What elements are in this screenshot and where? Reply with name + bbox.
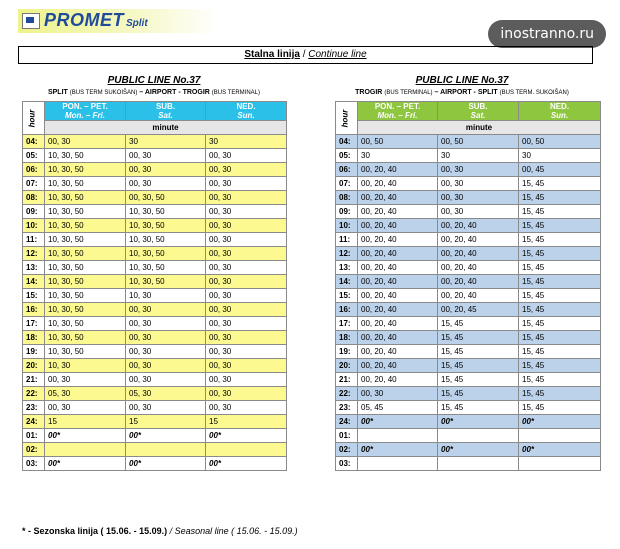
minutes-cell: 00* <box>358 415 438 429</box>
minutes-cell: 00, 20, 40 <box>358 373 438 387</box>
minutes-cell: 00, 30 <box>126 373 206 387</box>
minutes-cell: 30 <box>358 149 438 163</box>
minutes-cell: 00, 30 <box>206 233 287 247</box>
minutes-cell: 15, 45 <box>438 317 519 331</box>
minutes-cell: 15, 45 <box>519 205 601 219</box>
minutes-cell: 10, 30, 50 <box>45 205 126 219</box>
minutes-cell: 00, 30 <box>206 401 287 415</box>
minutes-cell: 00, 20, 40 <box>438 289 519 303</box>
minutes-cell: 15, 45 <box>519 247 601 261</box>
table-row <box>336 359 601 373</box>
minutes-cell: 15, 45 <box>519 289 601 303</box>
table-row <box>336 373 601 387</box>
table-row <box>336 205 601 219</box>
minutes-cell: 10, 30, 50 <box>45 191 126 205</box>
minutes-cell: 00, 20, 45 <box>438 303 519 317</box>
minutes-cell: 10, 30, 50 <box>45 261 126 275</box>
minutes-cell: 10, 30, 50 <box>45 275 126 289</box>
line-type-hr: Stalna linija <box>244 49 300 60</box>
minutes-cell: 00, 30 <box>126 149 206 163</box>
table-row <box>23 457 287 471</box>
hour-cell: 10: <box>23 219 45 233</box>
table-row <box>23 345 287 359</box>
minutes-cell <box>45 443 126 457</box>
hour-cell: 13: <box>23 261 45 275</box>
footnote-mark: * <box>22 526 26 536</box>
day-header-weekdays: PON. – PET. Mon. – Fri. <box>45 102 126 121</box>
minutes-cell: 30 <box>519 149 601 163</box>
hour-cell: 04: <box>23 135 45 149</box>
minutes-cell: 15, 45 <box>519 233 601 247</box>
hour-header: hour <box>23 102 45 135</box>
hour-cell: 04: <box>336 135 358 149</box>
table-row <box>23 317 287 331</box>
minutes-cell: 00, 30 <box>206 317 287 331</box>
minutes-cell: 10, 30, 50 <box>45 317 126 331</box>
hour-cell: 16: <box>336 303 358 317</box>
table-row <box>336 289 601 303</box>
table-row <box>23 289 287 303</box>
minutes-cell: 10, 30, 50 <box>45 149 126 163</box>
hour-cell: 14: <box>336 275 358 289</box>
hour-cell: 09: <box>23 205 45 219</box>
minutes-cell: 10, 30, 50 <box>126 219 206 233</box>
minutes-cell: 10, 30, 50 <box>45 345 126 359</box>
minutes-cell: 00, 30 <box>206 219 287 233</box>
table-row <box>336 163 601 177</box>
hour-cell: 07: <box>23 177 45 191</box>
right-route: TROGIR (BUS TERMINAL) – AIRPORT - SPLIT (BUS TERM. SUKOIŠAN) <box>355 89 569 96</box>
minutes-cell: 00, 20, 40 <box>358 345 438 359</box>
hour-cell: 22: <box>23 387 45 401</box>
hour-cell: 11: <box>336 233 358 247</box>
minutes-cell: 00, 30 <box>206 191 287 205</box>
minutes-cell: 00* <box>126 429 206 443</box>
minutes-cell: 15, 45 <box>519 373 601 387</box>
minutes-cell: 30 <box>206 135 287 149</box>
table-row <box>336 247 601 261</box>
table-row <box>336 443 601 457</box>
minutes-cell: 15, 45 <box>519 191 601 205</box>
minutes-cell: 15, 45 <box>438 373 519 387</box>
table-row <box>23 261 287 275</box>
table-row <box>23 359 287 373</box>
minutes-cell: 00, 20, 40 <box>358 331 438 345</box>
minutes-cell: 15, 45 <box>519 219 601 233</box>
hour-cell: 18: <box>336 331 358 345</box>
minutes-cell: 00, 30 <box>126 331 206 345</box>
hour-cell: 02: <box>23 443 45 457</box>
minutes-cell: 05, 30 <box>126 387 206 401</box>
hour-cell: 17: <box>23 317 45 331</box>
minutes-cell: 00, 30 <box>206 331 287 345</box>
minutes-cell: 00, 50 <box>438 135 519 149</box>
hour-cell: 19: <box>336 345 358 359</box>
minutes-cell: 15, 45 <box>519 261 601 275</box>
hour-cell: 08: <box>336 191 358 205</box>
table-row <box>23 443 287 457</box>
minutes-cell: 00* <box>358 443 438 457</box>
minutes-cell: 00, 20, 40 <box>358 275 438 289</box>
table-row <box>336 149 601 163</box>
table-row <box>23 163 287 177</box>
table-row <box>336 345 601 359</box>
table-row <box>23 191 287 205</box>
table-row <box>23 219 287 233</box>
left-heading <box>22 75 286 99</box>
minutes-cell: 10, 30 <box>45 359 126 373</box>
hour-cell: 12: <box>23 247 45 261</box>
unit-row <box>23 121 287 135</box>
hour-cell: 21: <box>336 373 358 387</box>
table-row <box>336 177 601 191</box>
table-row <box>336 135 601 149</box>
minutes-cell <box>519 457 601 471</box>
minutes-cell: 00, 20, 40 <box>358 191 438 205</box>
minutes-cell: 00* <box>438 443 519 457</box>
minutes-cell: 05, 30 <box>45 387 126 401</box>
right-body <box>336 135 601 471</box>
minutes-cell: 00* <box>519 443 601 457</box>
minutes-cell: 10, 30, 50 <box>45 163 126 177</box>
table-row <box>336 261 601 275</box>
minutes-cell: 00, 20, 40 <box>358 233 438 247</box>
hour-cell: 17: <box>336 317 358 331</box>
minutes-cell: 15 <box>126 415 206 429</box>
hour-cell: 16: <box>23 303 45 317</box>
table-row <box>23 135 287 149</box>
line-type-box <box>18 46 593 64</box>
minutes-cell: 10, 30, 50 <box>126 247 206 261</box>
minutes-cell: 00* <box>45 457 126 471</box>
table-row <box>336 387 601 401</box>
timetable-split-trogir <box>22 101 287 471</box>
table-row <box>336 233 601 247</box>
day-header-row <box>336 102 601 121</box>
minutes-cell: 15, 45 <box>438 345 519 359</box>
minutes-cell: 00, 30 <box>206 275 287 289</box>
minutes-cell: 10, 30, 50 <box>45 247 126 261</box>
minutes-cell: 00, 30 <box>206 205 287 219</box>
hour-cell: 01: <box>336 429 358 443</box>
minutes-cell: 15, 45 <box>519 387 601 401</box>
table-row <box>23 373 287 387</box>
minutes-cell: 00, 20, 40 <box>358 219 438 233</box>
table-row <box>336 317 601 331</box>
minutes-cell: 00, 30 <box>126 303 206 317</box>
minutes-cell: 00, 30 <box>206 261 287 275</box>
hour-cell: 15: <box>23 289 45 303</box>
hour-cell: 12: <box>336 247 358 261</box>
minutes-cell: 15, 45 <box>519 359 601 373</box>
hour-cell: 19: <box>23 345 45 359</box>
minutes-cell: 15, 45 <box>519 303 601 317</box>
minutes-cell: 10, 30 <box>126 289 206 303</box>
timetable-trogir-split <box>335 101 601 471</box>
minute-label: minute <box>358 121 601 135</box>
minutes-cell: 00* <box>519 415 601 429</box>
hour-cell: 06: <box>336 163 358 177</box>
left-title: PUBLIC LINE No.37 <box>107 75 201 86</box>
table-row <box>23 387 287 401</box>
minutes-cell: 00, 30 <box>126 177 206 191</box>
hour-cell: 23: <box>336 401 358 415</box>
minutes-cell: 00, 30 <box>45 135 126 149</box>
minutes-cell: 00, 30 <box>206 289 287 303</box>
minutes-cell: 00, 30 <box>438 177 519 191</box>
hour-cell: 20: <box>336 359 358 373</box>
table-row <box>23 331 287 345</box>
minutes-cell: 00, 30 <box>206 303 287 317</box>
minutes-cell: 15, 45 <box>519 275 601 289</box>
day-header-sunday: NED. Sun. <box>519 102 601 121</box>
day-header-row <box>23 102 287 121</box>
hour-cell: 01: <box>23 429 45 443</box>
minutes-cell: 00, 30 <box>206 163 287 177</box>
minutes-cell: 10, 30, 50 <box>126 261 206 275</box>
table-row <box>336 415 601 429</box>
table-row <box>336 429 601 443</box>
minutes-cell: 15, 45 <box>519 345 601 359</box>
line-type-sep: / <box>299 49 309 60</box>
hour-cell: 03: <box>23 457 45 471</box>
hour-cell: 20: <box>23 359 45 373</box>
table-row <box>336 457 601 471</box>
day-header-sunday: NED. Sun. <box>206 102 287 121</box>
minutes-cell: 30 <box>126 135 206 149</box>
right-title: PUBLIC LINE No.37 <box>415 75 509 86</box>
minutes-cell: 00, 30 <box>126 359 206 373</box>
minutes-cell: 00, 30 <box>438 163 519 177</box>
minutes-cell <box>519 429 601 443</box>
minutes-cell <box>358 429 438 443</box>
hour-cell: 08: <box>23 191 45 205</box>
day-header-weekdays: PON. – PET. Mon. – Fri. <box>358 102 438 121</box>
line-type-en: Continue line <box>308 49 367 60</box>
minutes-cell: 15 <box>45 415 126 429</box>
minutes-cell: 15, 45 <box>519 331 601 345</box>
hour-cell: 11: <box>23 233 45 247</box>
table-row <box>23 401 287 415</box>
table-row <box>23 247 287 261</box>
minutes-cell: 15, 45 <box>438 359 519 373</box>
minutes-cell: 00, 30 <box>206 247 287 261</box>
minutes-cell: 00, 30 <box>126 317 206 331</box>
minutes-cell: 00, 30 <box>206 387 287 401</box>
minutes-cell: 10, 30, 50 <box>126 275 206 289</box>
hour-cell: 22: <box>336 387 358 401</box>
minutes-cell: 00* <box>45 429 126 443</box>
minutes-cell: 00, 30 <box>126 401 206 415</box>
hour-cell: 10: <box>336 219 358 233</box>
hour-cell: 05: <box>336 149 358 163</box>
minutes-cell: 10, 30, 50 <box>126 233 206 247</box>
minutes-cell: 00, 20, 40 <box>358 359 438 373</box>
right-heading <box>322 75 602 99</box>
minutes-cell: 10, 30, 50 <box>45 219 126 233</box>
minutes-cell: 10, 30, 50 <box>45 331 126 345</box>
minutes-cell <box>438 457 519 471</box>
minutes-cell: 10, 30, 50 <box>126 205 206 219</box>
minutes-cell: 00* <box>126 457 206 471</box>
hour-cell: 06: <box>23 163 45 177</box>
minutes-cell: 00, 30 <box>126 345 206 359</box>
footnote-en: / Seasonal line ( 15.06. - 15.09.) <box>167 526 298 536</box>
minutes-cell: 00, 20, 40 <box>358 163 438 177</box>
minutes-cell: 00, 30 <box>206 359 287 373</box>
hour-cell: 05: <box>23 149 45 163</box>
minutes-cell: 10, 30, 50 <box>45 233 126 247</box>
left-body <box>23 135 287 471</box>
minutes-cell: 15, 45 <box>438 331 519 345</box>
hour-cell: 24: <box>23 415 45 429</box>
minutes-cell: 00, 30 <box>206 345 287 359</box>
minutes-cell: 10, 30, 50 <box>45 303 126 317</box>
minutes-cell <box>438 429 519 443</box>
hour-cell: 07: <box>336 177 358 191</box>
day-header-saturday: SUB. Sat. <box>126 102 206 121</box>
table-row <box>336 331 601 345</box>
table-row <box>23 415 287 429</box>
table-row <box>336 303 601 317</box>
minutes-cell: 00, 20, 40 <box>438 247 519 261</box>
logo-brand: PROMET <box>44 10 125 30</box>
minutes-cell: 15, 45 <box>438 401 519 415</box>
hour-cell: 03: <box>336 457 358 471</box>
table-row <box>23 205 287 219</box>
minutes-cell <box>206 443 287 457</box>
seasonal-footnote <box>22 526 298 536</box>
hour-cell: 18: <box>23 331 45 345</box>
table-row <box>23 177 287 191</box>
minutes-cell: 00, 20, 40 <box>438 261 519 275</box>
minutes-cell: 00, 50 <box>358 135 438 149</box>
minute-label: minute <box>45 121 287 135</box>
minutes-cell: 00, 30 <box>126 163 206 177</box>
minutes-cell: 00, 30 <box>206 373 287 387</box>
footnote-hr: - Sezonska linija ( 15.06. - 15.09.) <box>28 526 168 536</box>
minutes-cell: 00, 50 <box>519 135 601 149</box>
minutes-cell: 00, 30 <box>206 149 287 163</box>
minutes-cell: 00, 20, 40 <box>358 289 438 303</box>
hour-cell: 13: <box>336 261 358 275</box>
hour-header: hour <box>336 102 358 135</box>
minutes-cell: 10, 30, 50 <box>45 289 126 303</box>
table-row <box>336 219 601 233</box>
minutes-cell: 00, 20, 40 <box>358 177 438 191</box>
minutes-cell: 30 <box>438 149 519 163</box>
hour-cell: 21: <box>23 373 45 387</box>
minutes-cell: 15, 45 <box>519 317 601 331</box>
minutes-cell: 00, 20, 40 <box>358 303 438 317</box>
minutes-cell: 00, 30 <box>45 373 126 387</box>
unit-row <box>336 121 601 135</box>
minutes-cell: 00* <box>206 457 287 471</box>
hour-cell: 24: <box>336 415 358 429</box>
table-row <box>23 149 287 163</box>
minutes-cell: 00, 20, 40 <box>438 275 519 289</box>
minutes-cell: 00, 30 <box>358 387 438 401</box>
hour-cell: 14: <box>23 275 45 289</box>
minutes-cell: 15, 45 <box>438 387 519 401</box>
table-row <box>336 191 601 205</box>
table-row <box>336 275 601 289</box>
logo-sub: Split <box>126 18 148 29</box>
minutes-cell: 00, 20, 40 <box>358 317 438 331</box>
minutes-cell <box>358 457 438 471</box>
minutes-cell: 00, 30 <box>438 205 519 219</box>
watermark-badge: inostranno.ru <box>488 20 606 48</box>
minutes-cell: 00* <box>438 415 519 429</box>
hour-cell: 15: <box>336 289 358 303</box>
promet-logo <box>18 9 218 33</box>
table-row <box>336 401 601 415</box>
hour-cell: 02: <box>336 443 358 457</box>
minutes-cell: 10, 30, 50 <box>45 177 126 191</box>
hour-cell: 09: <box>336 205 358 219</box>
minutes-cell: 00, 30 <box>45 401 126 415</box>
table-row <box>23 275 287 289</box>
minutes-cell: 00, 20, 40 <box>438 233 519 247</box>
hour-cell: 23: <box>23 401 45 415</box>
minutes-cell: 00, 45 <box>519 163 601 177</box>
table-row <box>23 303 287 317</box>
minutes-cell: 05, 45 <box>358 401 438 415</box>
day-header-saturday: SUB. Sat. <box>438 102 519 121</box>
minutes-cell: 00, 20, 40 <box>358 261 438 275</box>
minutes-cell: 00, 30, 50 <box>126 191 206 205</box>
left-route: SPLIT (BUS TERM SUKOIŠAN) – AIRPORT - TROGIR (BUS TERMINAL) <box>47 89 261 96</box>
minutes-cell: 15, 45 <box>519 177 601 191</box>
minutes-cell <box>126 443 206 457</box>
minutes-cell: 00, 30 <box>438 191 519 205</box>
minutes-cell: 00, 20, 40 <box>438 219 519 233</box>
minutes-cell: 00, 20, 40 <box>358 247 438 261</box>
minutes-cell: 15 <box>206 415 287 429</box>
minutes-cell: 00* <box>206 429 287 443</box>
table-row <box>23 429 287 443</box>
table-row <box>23 233 287 247</box>
minutes-cell: 00, 20, 40 <box>358 205 438 219</box>
logo-emblem-icon <box>22 13 40 29</box>
minutes-cell: 15, 45 <box>519 401 601 415</box>
minutes-cell: 00, 30 <box>206 177 287 191</box>
